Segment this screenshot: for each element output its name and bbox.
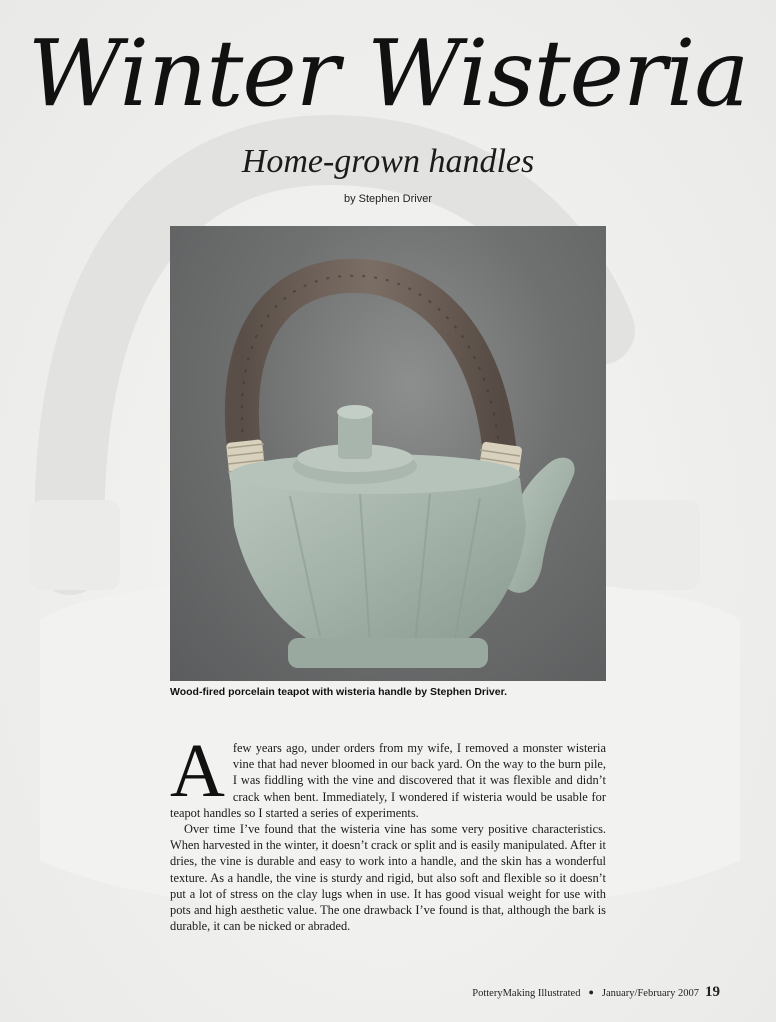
byline: by Stephen Driver [343,193,433,205]
issue-date: January/February 2007 [601,988,699,999]
article-title: Winter Wisteria [27,20,749,127]
drop-cap: A [170,729,225,813]
footer-separator: ● [588,987,594,997]
paragraph-2: Over time I’ve found that the wisteria vine has some very positive characteristics. When harvested in the winter, it doesn’t crack or split and is easily manipulated. After it dries, the vine is durable and easy to work into a handle, and the skin has a wonderful texture. As a handle, the vine is sturdy and rigid, but also soft and flexible so it doesn’t put a lot of stress on the clay lugs when in use. It has good visual weight for use with pots and high aesthetic value. The one drawback I’ve found is that, although the bark is durable, it can be nicked or abraded. [170,822,606,934]
photo-caption: Wood-fired porcelain teapot with wisteria handle by Stephen Driver. [170,686,508,698]
paragraph-1: Afew years ago, under orders from my wife, I removed a monster wisteria vine that had never bloomed in our back yard. On the way to the burn pile, I was fiddling with the vine and discovered that it was flexible and didn’t crack when bent. Immediately, I wondered if wisteria would be usable for teapot handles so I started a series of experiments. [170,729,606,820]
page-number: 19 [705,984,720,1000]
teapot-photo [170,226,606,681]
article-subtitle: Home-grown handles [241,143,535,180]
publication-name: PotteryMaking Illustrated [472,988,581,999]
article-body [170,729,606,934]
teapot-foot [288,638,488,668]
page-footer [440,984,720,1001]
